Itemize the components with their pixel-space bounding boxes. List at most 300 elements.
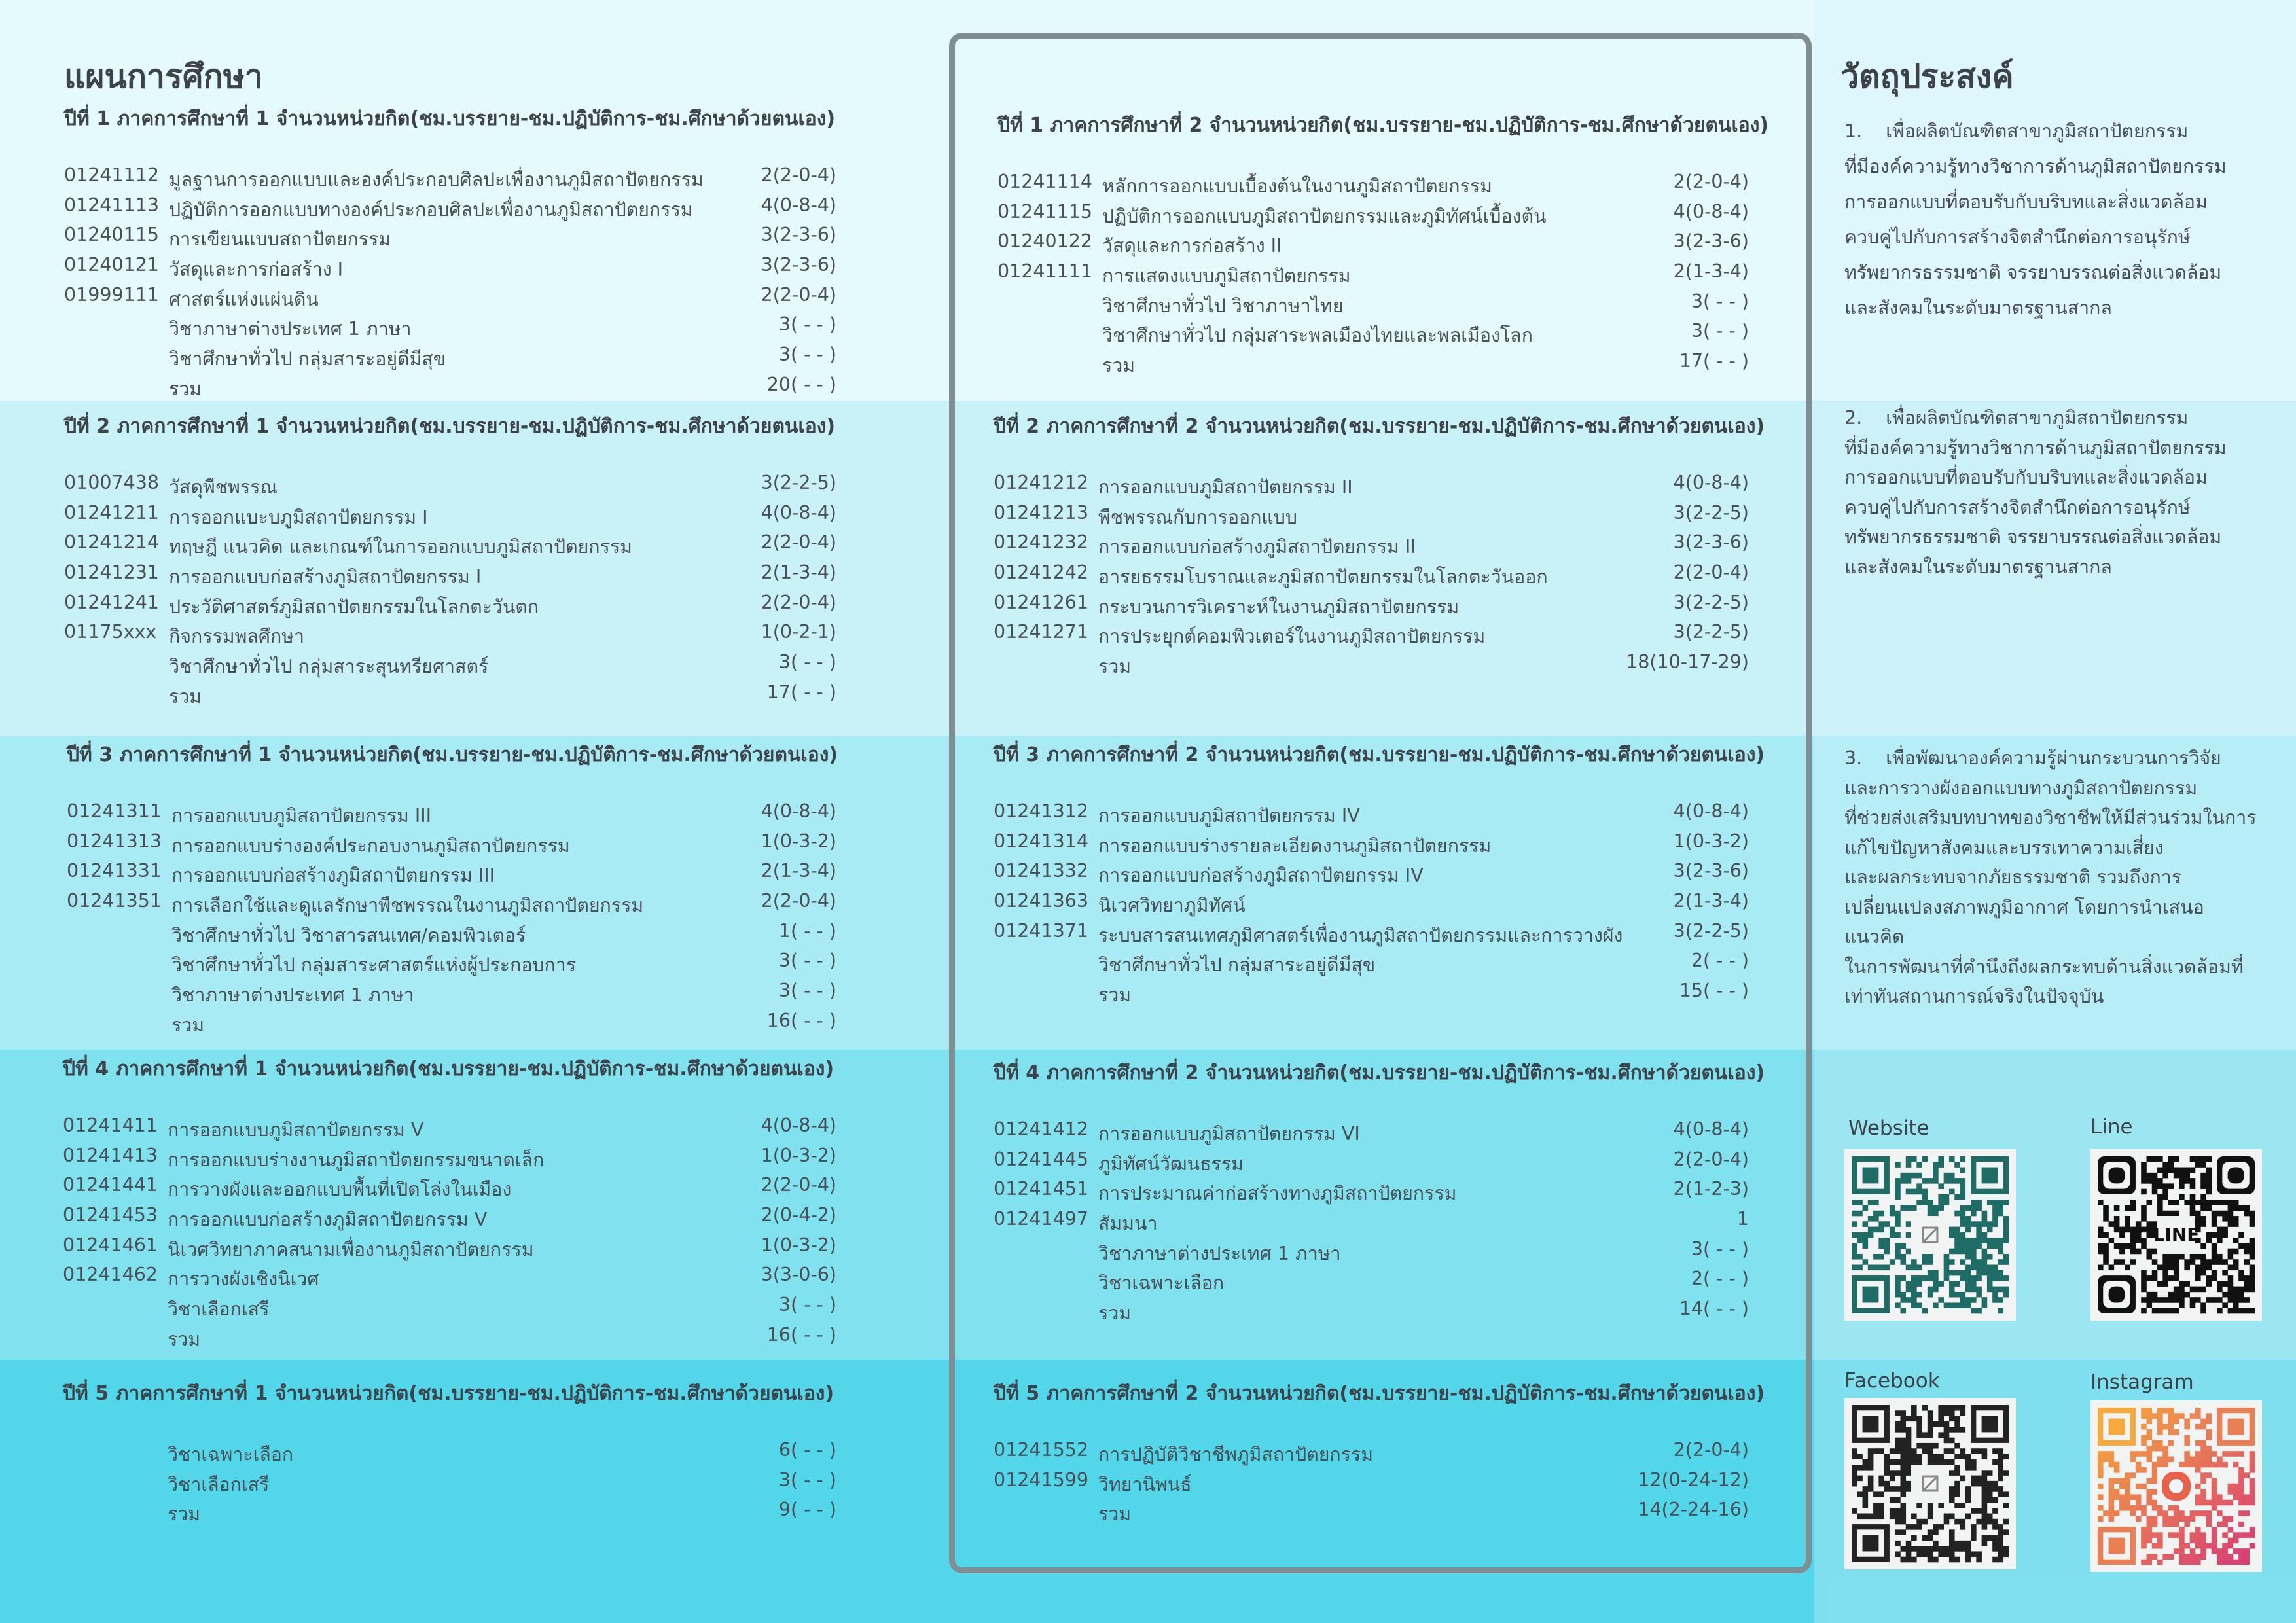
objective-number: 2. <box>1844 407 1863 429</box>
course-name: วิชาภาษาต่างประเทศ 1 ภาษา <box>169 318 412 340</box>
objective-1 <box>1844 114 2263 326</box>
objective-text: ควบคู่ไปกับการสร้างจิตสำนึกต่อการอนุรักษ์ <box>1844 226 2191 248</box>
objective-text: ที่มีองค์ความรู้ทางวิชาการด้านภูมิสถาปัตยกรรม <box>1844 156 2227 177</box>
objective-line <box>1844 255 2263 291</box>
course-row <box>63 1264 836 1294</box>
course-row <box>63 1469 836 1499</box>
course-code: 01241113 <box>64 194 160 216</box>
objective-line <box>1844 774 2263 804</box>
course-name: การเขียนแบบสถาปัตยกรรม <box>169 228 391 251</box>
course-units: 2(1-3-4) <box>1673 260 1749 283</box>
objective-line <box>1844 463 2263 493</box>
course-units: 3( - - ) <box>1691 290 1749 312</box>
course-units: 6( - - ) <box>778 1439 836 1461</box>
course-units: 2( - - ) <box>1691 950 1749 972</box>
course-units: 16( - - ) <box>766 1323 836 1346</box>
course-name: วิชาศึกษาทั่วไป กลุ่มสาระสุนทรียศาสตร์ <box>169 656 489 678</box>
course-name: รวม <box>1098 1302 1132 1325</box>
course-code: 01241411 <box>63 1115 158 1136</box>
course-units: 1(0-2-1) <box>761 621 836 643</box>
instagram-qr-code-icon[interactable] <box>2090 1400 2262 1572</box>
course-name: วิชาศึกษาทั่วไป วิชาภาษาไทย <box>1102 294 1344 317</box>
course-row <box>63 1204 836 1234</box>
course-units: 2(1-3-4) <box>1673 890 1749 912</box>
course-name: การออกแบบร่างองค์ประกอบงานภูมิสถาปัตยกรรม <box>171 834 570 857</box>
course-units: 3( - - ) <box>1691 1238 1749 1260</box>
objective-line <box>1844 743 2263 774</box>
semester-header: ปีที่ 3 ภาคการศึกษาที่ 2 จำนวนหน่วยกิต(ชม.บรรยาย-ชม.ปฏิบัติการ-ชม.ศึกษาด้วยตนเอง) <box>994 743 1765 766</box>
course-row <box>67 1010 836 1040</box>
course-code: 01240115 <box>64 224 160 246</box>
course-units: 4(0-8-4) <box>1673 472 1749 493</box>
course-units: 2(0-4-2) <box>761 1204 836 1226</box>
objective-text: ในการพัฒนาที่คำนึงถึงผลกระทบด้านสิ่งแวดล้อมที่ <box>1844 955 2244 978</box>
course-code: 01241413 <box>63 1144 158 1166</box>
course-row <box>994 1178 1749 1208</box>
course-name: วิชาเฉพาะเลือก <box>168 1444 294 1465</box>
semester-header: ปีที่ 5 ภาคการศึกษาที่ 1 จำนวนหน่วยกิต(ชม.บรรยาย-ชม.ปฏิบัติการ-ชม.ศึกษาด้วยตนเอง) <box>63 1382 834 1405</box>
course-units: 16( - - ) <box>766 1009 836 1031</box>
course-row <box>994 502 1749 532</box>
course-units: 14(2-24-16) <box>1638 1499 1749 1521</box>
qr-pattern <box>1844 1398 2016 1569</box>
course-row <box>994 472 1749 502</box>
course-units: 4(0-8-4) <box>761 800 836 822</box>
objective-line <box>1844 403 2263 433</box>
objective-line <box>1844 982 2263 1012</box>
course-units: 2(2-0-4) <box>761 283 836 306</box>
course-row <box>63 1234 836 1264</box>
objective-text: ควบคู่ไปกับการสร้างจิตสำนึกต่อการอนุรักษ์ <box>1844 496 2191 518</box>
objective-text: การออกแบบที่ตอบรับกับบริบทและสิ่งแวดล้อม <box>1844 467 2208 488</box>
course-name: วิชาศึกษาทั่วไป วิชาสารสนเทศ/คอมพิวเตอร์ <box>171 924 526 946</box>
course-name: วิชาภาษาต่างประเทศ 1 ภาษา <box>171 984 414 1007</box>
course-units: 2(2-0-4) <box>1673 1439 1749 1461</box>
course-row <box>67 860 836 890</box>
course-row <box>67 890 836 920</box>
course-name: ประวัติศาสตร์ภูมิสถาปัตยกรรมในโลกตะวันตก <box>169 596 539 618</box>
objective-line <box>1844 863 2263 893</box>
course-code: 01241114 <box>997 171 1093 192</box>
facebook-label: Facebook <box>1844 1369 1940 1393</box>
course-row <box>63 1115 836 1145</box>
course-name: กระบวนการวิเคราะห์ในงานภูมิสถาปัตยกรรม <box>1098 596 1460 618</box>
course-units: 2(2-0-4) <box>1673 1148 1749 1170</box>
objective-text: เพื่อผลิตบัณฑิตสาขาภูมิสถาปัตยกรรม <box>1886 120 2189 142</box>
objective-text: เพื่อพัฒนาองค์ความรู้ผ่านกระบวนการวิจัย <box>1886 747 2221 769</box>
course-name: วิชาศึกษาทั่วไป กลุ่มสาระศาสตร์แห่งผู้ประกอบการ <box>171 954 577 976</box>
objective-line <box>1844 114 2263 149</box>
course-units: 4(0-8-4) <box>761 501 836 524</box>
course-row <box>67 950 836 980</box>
semester-y4-s1 <box>63 1054 836 1354</box>
course-units: 15( - - ) <box>1679 980 1749 1002</box>
course-row <box>994 621 1749 651</box>
course-name: มูลฐานการออกแบบและองค์ประกอบศิลปะเพื่องานภูมิสถาปัตยกรรม <box>169 169 704 190</box>
course-code: 01241112 <box>64 164 160 186</box>
course-name: การปฏิบัติวิชาชีพภูมิสถาปัตยกรรม <box>1098 1444 1374 1465</box>
course-row <box>994 920 1749 950</box>
course-units: 4(0-8-4) <box>761 1115 836 1136</box>
course-row <box>994 800 1749 830</box>
semester-header: ปีที่ 1 ภาคการศึกษาที่ 2 จำนวนหน่วยกิต(ชม.บรรยาย-ชม.ปฏิบัติการ-ชม.ศึกษาด้วยตนเอง) <box>997 114 1769 137</box>
course-name: การออกแบบภูมิสถาปัตยกรรม III <box>171 805 432 827</box>
course-row <box>64 621 836 651</box>
course-name: รวม <box>1098 656 1132 678</box>
semester-y5-s2 <box>994 1378 1765 1529</box>
course-units: 3(2-2-5) <box>1673 501 1749 524</box>
course-name: วิชาศึกษาทั่วไป กลุ่มสาระอยู่ดีมีสุข <box>169 348 446 370</box>
course-row <box>994 1118 1749 1149</box>
course-name: รวม <box>1102 355 1136 377</box>
course-row <box>67 980 836 1010</box>
semester-y5-s1 <box>63 1378 836 1529</box>
qr-pattern <box>2090 1400 2262 1572</box>
course-code: 01241313 <box>67 830 162 852</box>
course-name: ภูมิทัศน์วัฒนธรรม <box>1098 1152 1244 1175</box>
course-name: การออกแบบก่อสร้างภูมิสถาปัตยกรรม IV <box>1098 865 1424 887</box>
objective-2 <box>1844 403 2263 582</box>
course-name: วิทยานิพนธ์ <box>1098 1473 1192 1495</box>
course-name: การออกแบบภูมิสถาปัตยกรรม V <box>168 1119 424 1141</box>
objective-text: ทรัพยากรธรรมชาติ จรรยาบรรณต่อสิ่งแวดล้อม <box>1844 262 2222 283</box>
course-name: การวางผังเชิงนิเวศ <box>168 1268 319 1291</box>
course-row <box>994 1268 1749 1298</box>
objective-line <box>1844 185 2263 220</box>
course-units: 3(2-3-6) <box>1673 230 1749 253</box>
objective-number: 1. <box>1844 120 1863 142</box>
course-row <box>997 201 1749 231</box>
course-units: 9( - - ) <box>778 1499 836 1521</box>
objective-number: 3. <box>1844 747 1863 769</box>
objective-text: เปลี่ยนแปลงสภาพภูมิอากาศ โดยการนำเสนอแนวคิด <box>1844 896 2204 948</box>
course-code: 01240121 <box>64 254 160 276</box>
course-units: 3( - - ) <box>1691 320 1749 342</box>
course-code: 01241331 <box>67 860 162 882</box>
semester-y4-s2 <box>994 1058 1765 1328</box>
course-code: 01241213 <box>994 501 1089 524</box>
course-row <box>63 1294 836 1324</box>
course-code: 01241363 <box>994 890 1089 912</box>
course-units: 2(2-0-4) <box>761 591 836 613</box>
course-name: การออกแบบร่างรายละเอียดงานภูมิสถาปัตยกรรม <box>1098 834 1492 857</box>
course-code: 01241261 <box>994 591 1089 613</box>
semester-header: ปีที่ 2 ภาคการศึกษาที่ 1 จำนวนหน่วยกิต(ชม.บรรยาย-ชม.ปฏิบัติการ-ชม.ศึกษาด้วยตนเอง) <box>64 415 836 438</box>
course-code: 01241371 <box>994 919 1089 942</box>
course-row <box>994 531 1749 562</box>
course-row <box>64 374 836 404</box>
course-name: วิชาเลือกเสรี <box>168 1473 270 1495</box>
course-code: 01241232 <box>994 531 1089 554</box>
course-code: 01241351 <box>67 890 162 912</box>
course-row <box>994 1499 1749 1529</box>
semester-y2-s2 <box>994 411 1765 681</box>
line-label: Line <box>2090 1115 2133 1139</box>
course-code: 01241599 <box>994 1469 1089 1491</box>
objective-line <box>1844 291 2263 326</box>
course-units: 2(2-0-4) <box>1673 562 1749 584</box>
course-units: 4(0-8-4) <box>1673 1118 1749 1140</box>
objective-line <box>1844 893 2263 952</box>
course-name: วิชาศึกษาทั่วไป กลุ่มสาระอยู่ดีมีสุข <box>1098 954 1376 976</box>
course-code: 01241211 <box>64 501 160 524</box>
course-name: การออกแบะบภูมิสถาปัตยกรรม I <box>169 506 428 528</box>
course-code: 01241271 <box>994 621 1089 643</box>
course-name: อารยธรรมโบราณและภูมิสถาปัตยกรรมในโลกตะวันออก <box>1098 566 1548 588</box>
course-name: วัสดุพืชพรรณ <box>169 476 278 498</box>
course-name: พืชพรรณกับการออกแบบ <box>1098 506 1297 528</box>
course-code: 01241451 <box>994 1178 1089 1200</box>
course-units: 3(2-2-5) <box>1673 591 1749 613</box>
course-row <box>994 562 1749 592</box>
course-code: 01241241 <box>64 591 160 613</box>
course-name: วิชาเฉพาะเลือก <box>1098 1272 1225 1294</box>
course-units: 2(2-0-4) <box>1673 171 1749 192</box>
course-code: 01241412 <box>994 1118 1089 1140</box>
objective-line <box>1844 149 2263 185</box>
course-units: 3( - - ) <box>778 651 836 673</box>
course-name: การวางผังและออกแบบพื้นที่เปิดโล่งในเมือง <box>168 1179 512 1201</box>
course-code: 01999111 <box>64 283 160 306</box>
course-name: นิเวศวิทยาภูมิทัศน์ <box>1098 895 1246 917</box>
course-name: รวม <box>169 378 202 400</box>
course-code: 01241312 <box>994 800 1089 822</box>
objective-line <box>1844 433 2263 463</box>
qr-pattern <box>2090 1149 2262 1321</box>
course-code: 01241231 <box>64 562 160 584</box>
semester-header: ปีที่ 5 ภาคการศึกษาที่ 2 จำนวนหน่วยกิต(ชม.บรรยาย-ชม.ปฏิบัติการ-ชม.ศึกษาด้วยตนเอง) <box>994 1382 1765 1405</box>
course-name: หลักการออกแบบเบื้องต้นในงานภูมิสถาปัตยกรรม <box>1102 175 1492 197</box>
course-row <box>63 1324 836 1354</box>
course-row <box>64 284 836 314</box>
course-row <box>994 1208 1749 1238</box>
course-row <box>64 502 836 532</box>
course-code: 01007438 <box>64 472 160 493</box>
objective-text: และผลกระทบจากภัยธรรมชาติ รวมถึงการ <box>1844 866 2182 888</box>
course-name: รวม <box>1098 1503 1132 1525</box>
course-row <box>994 1298 1749 1328</box>
course-code: 01241242 <box>994 562 1089 584</box>
course-row <box>997 291 1749 321</box>
course-name: การออกแบบภูมิสถาปัตยกรรม IV <box>1098 805 1360 827</box>
objective-text: ที่ช่วยส่งเสริมบทบาทของวิชาชีพให้มีส่วนร่วมในการ <box>1844 807 2257 829</box>
course-name: นิเวศวิทยาภาคสนามเพื่องานภูมิสถาปัตยกรรม <box>168 1238 534 1260</box>
semester-header: ปีที่ 2 ภาคการศึกษาที่ 2 จำนวนหน่วยกิต(ชม.บรรยาย-ชม.ปฏิบัติการ-ชม.ศึกษาด้วยตนเอง) <box>994 415 1765 438</box>
course-row <box>64 224 836 254</box>
course-name: ทฤษฎี แนวคิด และเกณฑ์ในการออกแบบภูมิสถาปัตยกรรม <box>169 536 632 558</box>
course-name: รวม <box>168 1503 201 1525</box>
course-name: การออกแบบร่างงานภูมิสถาปัตยกรรมขนาดเล็ก <box>168 1149 545 1171</box>
course-name: การออกแบบภูมิสถาปัตยกรรม VI <box>1098 1123 1360 1145</box>
course-name: การประมาณค่าก่อสร้างทางภูมิสถาปัตยกรรม <box>1098 1183 1457 1205</box>
course-code: 01241332 <box>994 860 1089 882</box>
objective-line <box>1844 552 2263 582</box>
course-units: 3(2-2-5) <box>761 472 836 493</box>
course-units: 1 <box>1736 1208 1749 1230</box>
course-row <box>994 890 1749 920</box>
course-units: 2( - - ) <box>1691 1268 1749 1290</box>
course-units: 4(0-8-4) <box>1673 200 1749 223</box>
course-units: 4(0-8-4) <box>1673 800 1749 822</box>
course-row <box>997 171 1749 201</box>
course-units: 1( - - ) <box>778 919 836 942</box>
course-name: การประยุกต์คอมพิวเตอร์ในงานภูมิสถาปัตยกรรม <box>1098 626 1486 648</box>
objective-line <box>1844 833 2263 863</box>
course-name: สัมมนา <box>1098 1213 1158 1235</box>
semester-header: ปีที่ 3 ภาคการศึกษาที่ 1 จำนวนหน่วยกิต(ชม.บรรยาย-ชม.ปฏิบัติการ-ชม.ศึกษาด้วยตนเอง) <box>67 743 838 766</box>
course-code: 01240122 <box>997 230 1093 253</box>
website-label: Website <box>1848 1116 1929 1140</box>
course-row <box>994 860 1749 890</box>
course-name: การออกแบบก่อสร้างภูมิสถาปัตยกรรม V <box>168 1209 488 1231</box>
objective-text: ทรัพยากรธรรมชาติ จรรยาบรรณต่อสิ่งแวดล้อม <box>1844 526 2222 548</box>
course-name: การแสดงแบบภูมิสถาปัตยกรรม <box>1102 265 1351 287</box>
course-units: 3(2-2-5) <box>1673 621 1749 643</box>
course-units: 20( - - ) <box>766 373 836 395</box>
semester-y2-s1 <box>64 411 836 711</box>
course-units: 3(2-3-6) <box>1673 531 1749 554</box>
course-units: 3(2-3-6) <box>761 224 836 246</box>
course-code: 01175xxx <box>64 621 157 643</box>
course-row <box>67 830 836 861</box>
course-units: 2(2-0-4) <box>761 164 836 186</box>
course-units: 18(10-17-29) <box>1626 651 1749 673</box>
course-row <box>64 531 836 562</box>
course-row <box>994 651 1749 681</box>
semester-header: ปีที่ 1 ภาคการศึกษาที่ 1 จำนวนหน่วยกิต(ชม.บรรยาย-ชม.ปฏิบัติการ-ชม.ศึกษาด้วยตนเอง) <box>64 107 836 130</box>
course-units: 17( - - ) <box>1679 350 1749 372</box>
course-units: 4(0-8-4) <box>761 194 836 216</box>
course-units: 3( - - ) <box>778 950 836 972</box>
course-row <box>67 800 836 830</box>
course-name: ปฏิบัติการออกแบบภูมิสถาปัตยกรรมและภูมิทัศน์เบื้องต้น <box>1102 205 1547 227</box>
course-name: วัสดุและการก่อสร้าง II <box>1102 235 1282 257</box>
objective-text: และสังคมในระดับมาตรฐานสากล <box>1844 556 2112 578</box>
objective-text: การออกแบบที่ตอบรับกับบริบทและสิ่งแวดล้อม <box>1844 191 2208 213</box>
course-units: 2(1-2-3) <box>1673 1178 1749 1200</box>
course-row <box>994 1149 1749 1179</box>
course-name: ศาสตร์แห่งแผ่นดิน <box>169 288 319 310</box>
objective-text: และการวางผังออกแบบทางภูมิสถาปัตยกรรม <box>1844 777 2198 799</box>
course-name: วิชาภาษาต่างประเทศ 1 ภาษา <box>1098 1242 1341 1264</box>
course-row <box>997 260 1749 291</box>
course-row <box>64 472 836 502</box>
course-code: 01241214 <box>64 531 160 554</box>
course-name: การออกแบบภูมิสถาปัตยกรรม II <box>1098 476 1353 498</box>
line-qr-code-icon[interactable] <box>2090 1149 2262 1321</box>
course-units: 2(2-0-4) <box>761 531 836 554</box>
course-name: วิชาเลือกเสรี <box>168 1298 270 1321</box>
course-units: 2(1-3-4) <box>761 860 836 882</box>
course-name: ปฏิบัติการออกแบบทางองค์ประกอบศิลปะเพื่องานภูมิสถาปัตยกรรม <box>169 198 693 221</box>
course-units: 17( - - ) <box>766 681 836 703</box>
course-units: 14( - - ) <box>1679 1298 1749 1320</box>
course-row <box>994 950 1749 980</box>
course-code: 01241445 <box>994 1148 1089 1170</box>
course-code: 01241314 <box>994 830 1089 852</box>
website-qr-code-icon[interactable] <box>1844 1149 2016 1321</box>
course-name: รวม <box>169 685 202 707</box>
course-code: 01241462 <box>63 1264 158 1286</box>
course-row <box>64 651 836 681</box>
course-units: 3( - - ) <box>778 1469 836 1491</box>
course-row <box>994 592 1749 622</box>
objective-line <box>1844 522 2263 552</box>
course-name: ระบบสารสนเทศภูมิศาสตร์เพื่องานภูมิสถาปัตยกรรมและการวางผัง <box>1098 924 1623 946</box>
facebook-qr-code-icon[interactable] <box>1844 1398 2016 1569</box>
course-row <box>994 1469 1749 1499</box>
course-units: 1(0-3-2) <box>1673 830 1749 852</box>
course-name: การออกแบบก่อสร้างภูมิสถาปัตยกรรม I <box>169 566 482 588</box>
course-units: 1(0-3-2) <box>761 1234 836 1256</box>
course-row <box>64 562 836 592</box>
course-row <box>64 344 836 374</box>
course-code: 01241453 <box>63 1204 158 1226</box>
course-name: รวม <box>171 1014 205 1036</box>
course-row <box>63 1145 836 1175</box>
objective-text: เพื่อผลิตบัณฑิตสาขาภูมิสถาปัตยกรรม <box>1886 407 2189 429</box>
objective-text: และสังคมในระดับมาตรฐานสากล <box>1844 297 2112 319</box>
course-units: 3( - - ) <box>778 344 836 366</box>
course-code: 01241212 <box>994 472 1089 493</box>
course-row <box>63 1439 836 1469</box>
course-units: 12(0-24-12) <box>1638 1469 1749 1491</box>
course-name: วัสดุและการก่อสร้าง I <box>169 259 344 281</box>
course-units: 3(2-3-6) <box>1673 860 1749 882</box>
semester-y3-s1 <box>67 740 836 1040</box>
objective-line <box>1844 952 2263 982</box>
course-units: 3( - - ) <box>778 980 836 1002</box>
course-name: การออกแบบก่อสร้างภูมิสถาปัตยกรรม II <box>1098 536 1416 558</box>
qr-pattern <box>1844 1149 2016 1321</box>
course-row <box>63 1499 836 1529</box>
instagram-label: Instagram <box>2090 1370 2194 1394</box>
course-units: 2(2-0-4) <box>761 1174 836 1196</box>
course-units: 3(2-2-5) <box>1673 919 1749 942</box>
course-code: 01241111 <box>997 260 1093 283</box>
course-row <box>997 320 1749 350</box>
semester-header: ปีที่ 4 ภาคการศึกษาที่ 2 จำนวนหน่วยกิต(ชม.บรรยาย-ชม.ปฏิบัติการ-ชม.ศึกษาด้วยตนเอง) <box>994 1061 1765 1084</box>
course-row <box>994 1439 1749 1469</box>
course-code: 01241441 <box>63 1174 158 1196</box>
course-row <box>64 592 836 622</box>
semester-y1-s2 <box>997 110 1769 380</box>
course-name: รวม <box>1098 984 1132 1007</box>
course-row <box>64 254 836 284</box>
course-name: การออกแบบก่อสร้างภูมิสถาปัตยกรรม III <box>171 865 495 887</box>
course-code: 01241461 <box>63 1234 158 1256</box>
course-units: 2(2-0-4) <box>761 890 836 912</box>
course-units: 3(2-3-6) <box>761 254 836 276</box>
semester-header: ปีที่ 4 ภาคการศึกษาที่ 1 จำนวนหน่วยกิต(ชม.บรรยาย-ชม.ปฏิบัติการ-ชม.ศึกษาด้วยตนเอง) <box>63 1058 834 1080</box>
course-units: 3(3-0-6) <box>761 1264 836 1286</box>
semester-y1-s1 <box>64 103 836 404</box>
objective-text: เท่าทันสถานการณ์จริงในปัจจุบัน <box>1844 986 2104 1007</box>
course-units: 1(0-3-2) <box>761 830 836 852</box>
course-row <box>67 920 836 950</box>
objective-line <box>1844 220 2263 255</box>
course-units: 1(0-3-2) <box>761 1144 836 1166</box>
course-name: กิจกรรมพลศึกษา <box>169 626 305 648</box>
course-units: 3( - - ) <box>778 313 836 336</box>
objective-text: แก้ไขปัญหาสังคมและบรรเทาความเสี่ยง <box>1844 836 2164 859</box>
course-row <box>63 1174 836 1204</box>
course-row <box>64 164 836 194</box>
course-code: 01241552 <box>994 1439 1089 1461</box>
course-name: รวม <box>168 1328 201 1350</box>
semester-y3-s2 <box>994 740 1765 1010</box>
course-row <box>994 1238 1749 1268</box>
